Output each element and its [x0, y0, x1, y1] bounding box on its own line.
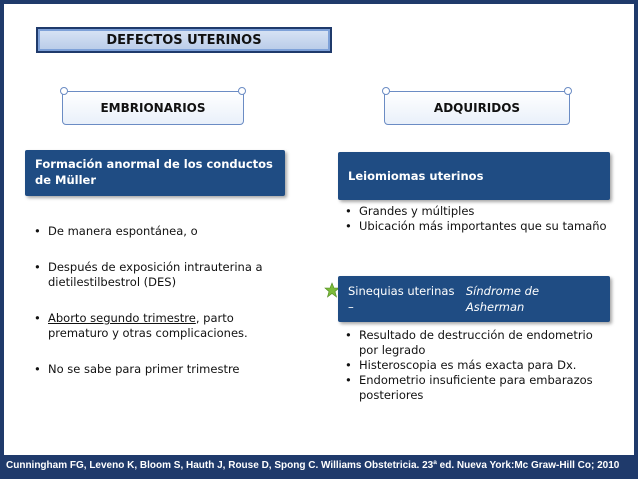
left-frame: [0, 0, 4, 479]
underlined-text: Aborto segundo trimestre: [48, 311, 196, 325]
top-frame: [0, 0, 638, 4]
muller-box: Formación anormal de los conductos de Müller: [25, 150, 285, 196]
leiomiomas-bullet-list: [345, 204, 610, 234]
leiomiomas-box: Leiomiomas uterinos: [338, 152, 610, 200]
right-bullet: • Histeroscopia es más exacta para Dx.: [345, 358, 615, 373]
right-bullet: • Ubicación más importantes que su tamaño: [345, 219, 610, 234]
slide-title: DEFECTOS UTERINOS: [36, 27, 332, 53]
left-bullet: • Después de exposición intrauterina a dietilestilbestrol (DES): [34, 260, 284, 290]
bullet-text: prematuro y otras complicaciones.: [48, 326, 248, 340]
bullet-text: , parto: [195, 311, 234, 325]
right-bullet: • Resultado de destrucción de endometrio por legrado: [345, 328, 615, 358]
right-bullet: • Grandes y múltiples: [345, 204, 610, 219]
citation-footer: Cunningham FG, Leveno K, Bloom S, Hauth J, Rouse D, Spong C. Williams Obstetricia. 23ª ed. Nueva York:Mc Graw-Hill Co; 2010: [0, 455, 638, 479]
left-bullet-list: [34, 224, 284, 377]
adquiridos-scroll: ADQUIRIDOS: [384, 91, 570, 125]
left-bullet: • De manera espontánea, o: [34, 224, 284, 239]
right-bullet: • Endometrio insuficiente para embarazos posteriores: [345, 373, 615, 403]
sinequias-box: [338, 276, 610, 322]
left-bullet: [34, 311, 284, 341]
asherman-title: Síndrome de Asherman: [465, 284, 540, 314]
embrionarios-scroll: EMBRIONARIOS: [62, 91, 244, 125]
sinequias-bullet-list: [345, 328, 615, 403]
left-bullet: • No se sabe para primer trimestre: [34, 362, 284, 377]
right-frame: [634, 0, 638, 479]
sinequias-title: Sinequias uterinas –: [348, 284, 455, 314]
